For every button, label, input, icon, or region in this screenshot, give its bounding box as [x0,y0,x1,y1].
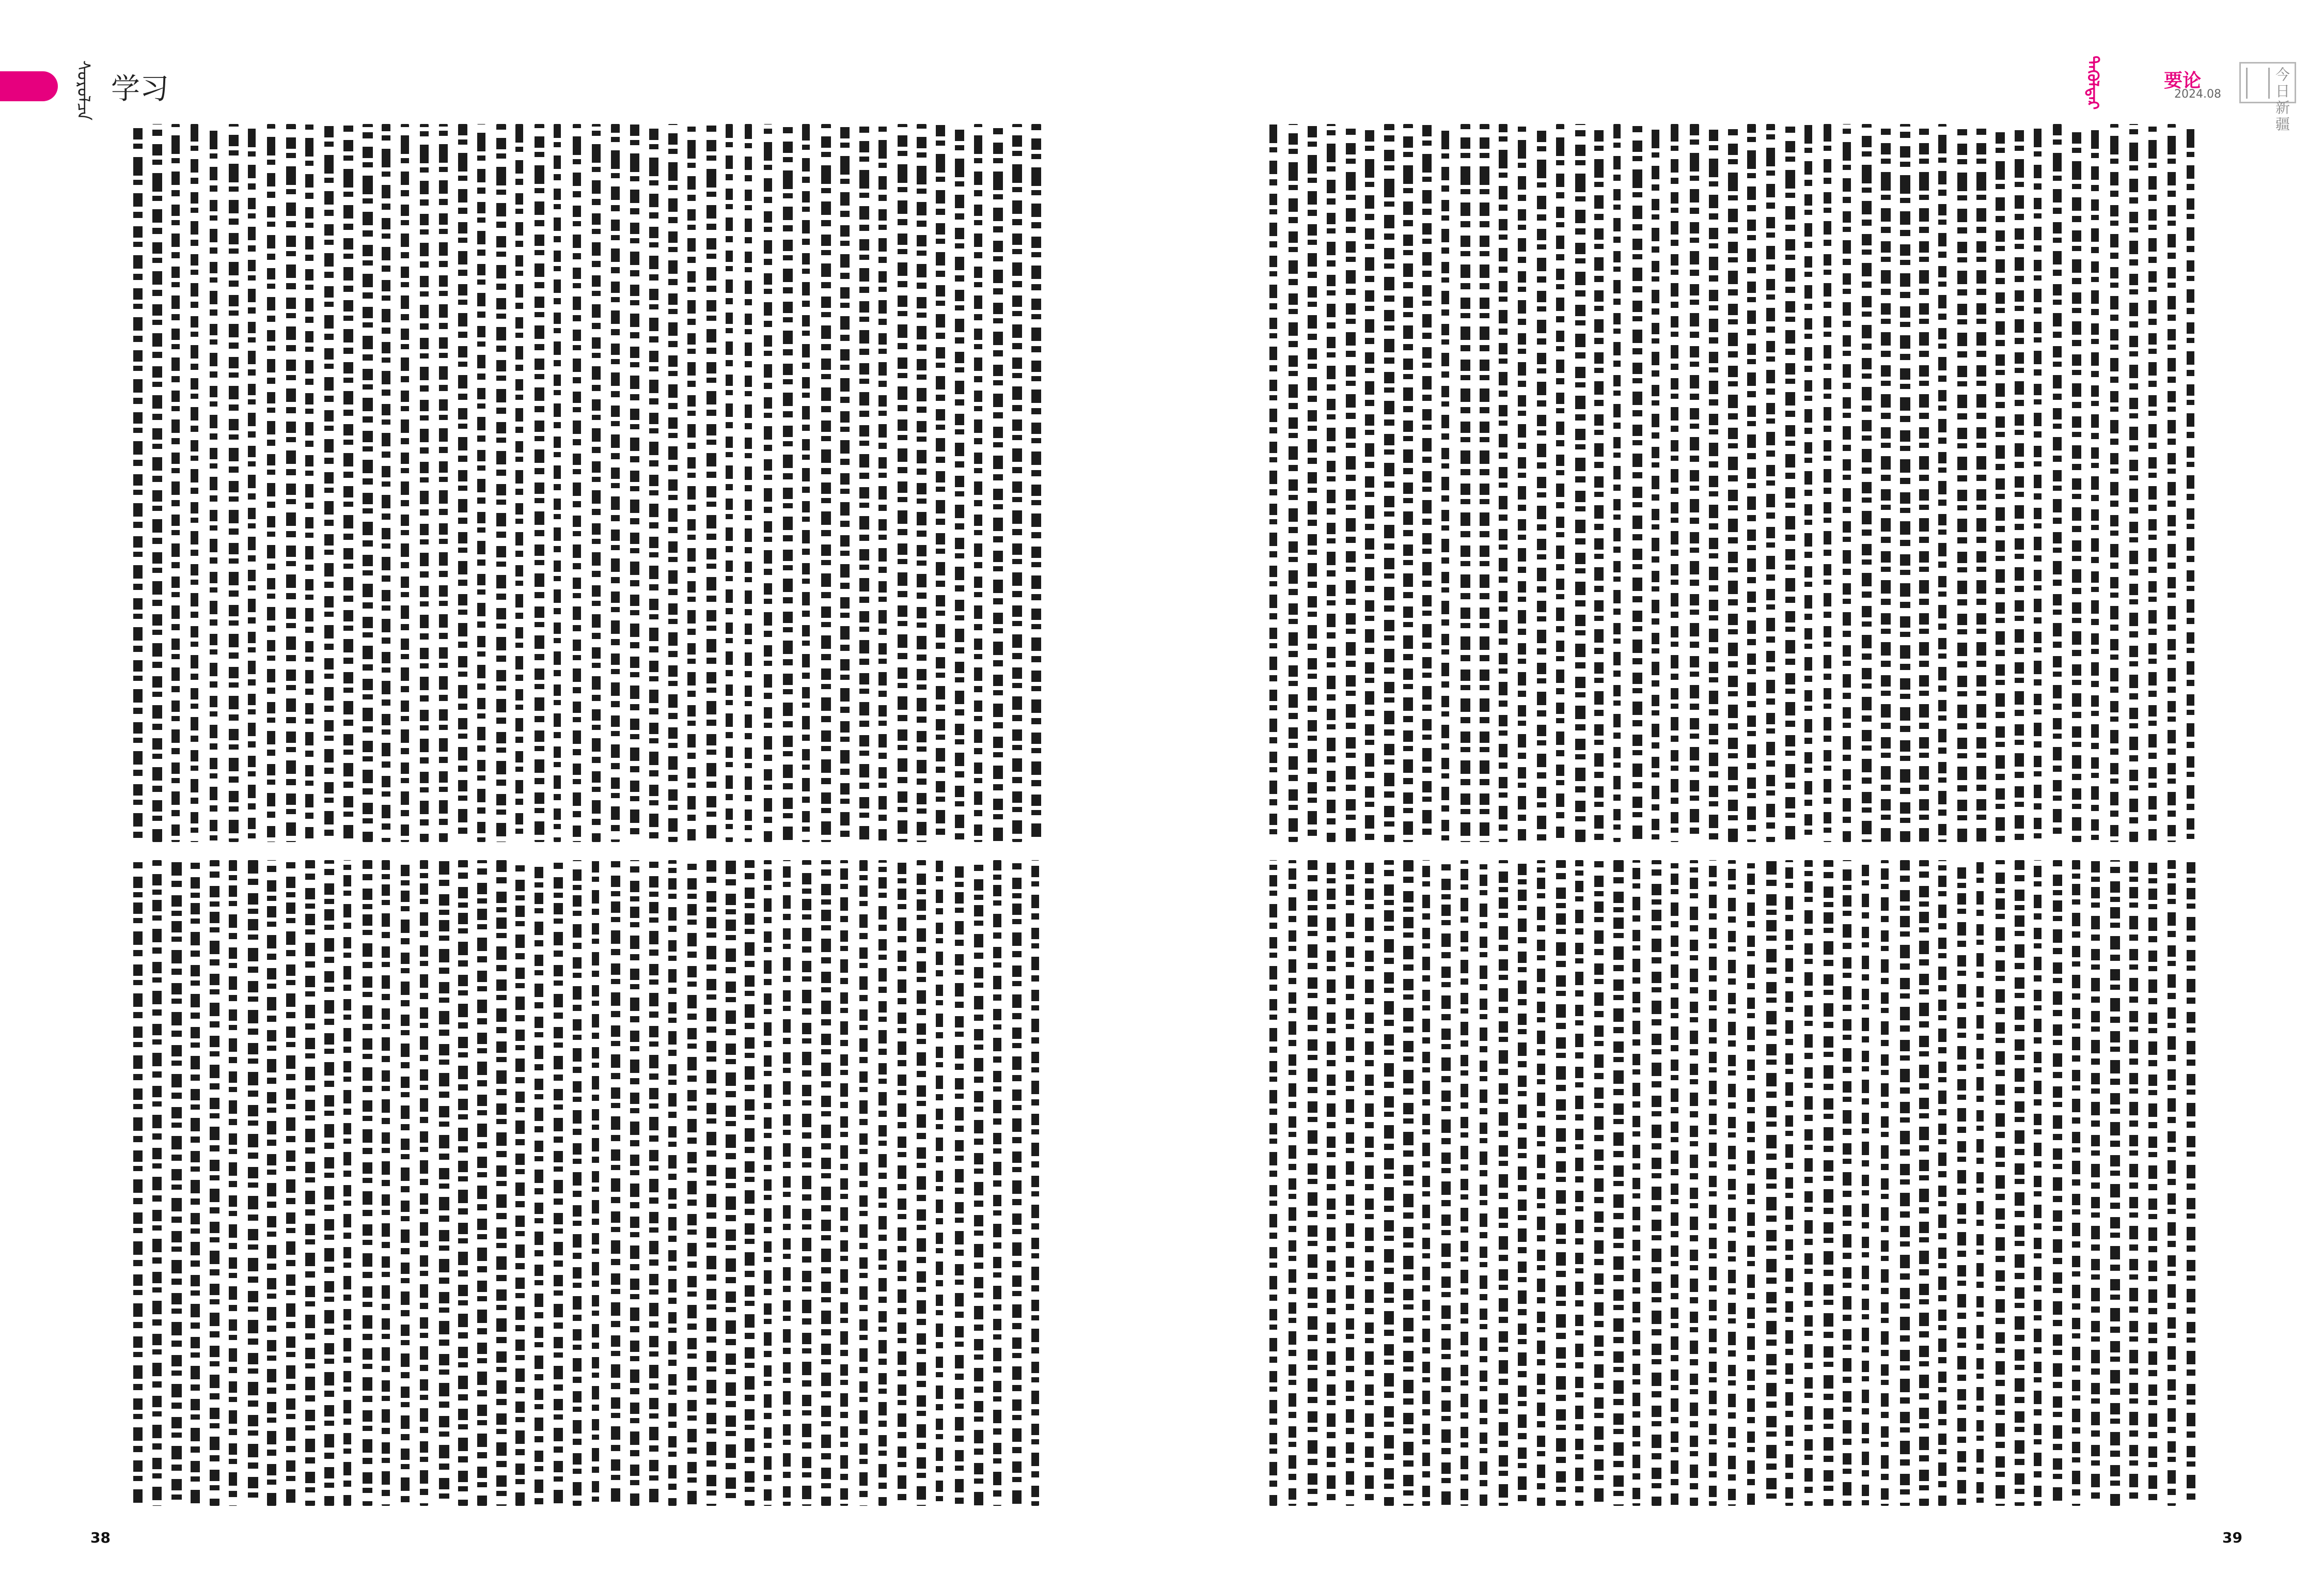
text-line [286,860,295,1506]
text-line [2129,860,2138,1506]
page-number-right: 39 [2222,1529,2242,1546]
text-line [1957,124,1967,842]
text-line [2168,124,2176,842]
text-line [955,124,964,842]
text-line [191,860,200,1506]
text-line [363,860,372,1506]
text-line [382,124,390,842]
text-line [592,124,601,842]
text-line [1938,124,1946,842]
text-line [1594,860,1604,1506]
text-line [687,860,697,1506]
text-line [1824,860,1833,1506]
text-line [821,860,831,1506]
text-line [1900,124,1910,842]
text-line [1575,860,1583,1506]
text-line [1556,860,1566,1506]
text-line [420,860,428,1506]
text-line [1575,124,1585,842]
text-line [1556,124,1564,842]
text-line [936,124,945,842]
text-line [1862,124,1872,842]
text-line [1461,124,1470,842]
text-line [286,124,296,842]
text-line [649,124,658,842]
text-line [420,124,429,842]
text-line [152,124,162,842]
text-line [1384,124,1394,842]
text-line [229,860,237,1506]
text-line [1728,124,1738,842]
text-line [477,860,487,1506]
text-line [993,124,1003,842]
text-line [1996,124,2005,842]
text-line [1843,860,1851,1506]
text-line [2168,860,2176,1506]
text-line [1709,124,1718,842]
text-line [2034,860,2042,1506]
text-line [2129,124,2138,842]
text-line [1632,860,1640,1506]
text-line [1346,124,1356,842]
text-line [2110,124,2118,842]
text-line [2015,124,2024,842]
text-line [343,124,353,842]
text-line [840,860,848,1506]
text-line [1804,124,1812,842]
text-line [152,860,162,1506]
text-line [2072,860,2080,1506]
text-line [1365,860,1374,1506]
text-line [1594,124,1604,842]
text-line [535,124,544,842]
text-line [1499,124,1508,842]
text-line [878,124,887,842]
text-line [1862,860,1869,1506]
text-line [554,860,563,1506]
text-line [2034,124,2042,842]
text-line [1269,124,1277,842]
text-line [1919,860,1929,1506]
text-line [764,124,772,842]
text-line [2015,860,2024,1506]
left-page-upper-text [129,124,1059,842]
text-line [1957,860,1966,1506]
text-line [668,124,678,842]
text-line [1422,124,1432,842]
text-line [171,860,182,1506]
text-line [1747,860,1755,1506]
section-title: 学习 [111,72,169,106]
text-line [496,124,506,842]
text-line [1613,124,1621,842]
text-line [783,124,793,842]
text-line [917,124,927,842]
text-line [1537,124,1546,842]
text-line [630,860,639,1506]
text-line [1919,124,1929,842]
text-line [324,124,334,842]
text-line [1632,124,1642,842]
text-line [859,860,868,1506]
text-line [267,124,275,842]
text-line [324,860,334,1506]
text-line [382,860,390,1506]
text-line [229,124,239,842]
text-line [2148,860,2157,1506]
text-line [1996,860,2005,1506]
text-line [1327,124,1336,842]
text-line [1613,860,1624,1506]
text-line [363,124,373,842]
text-line [133,124,143,842]
text-line [726,860,736,1506]
text-line [802,860,811,1506]
text-line [1441,124,1449,842]
text-line [248,860,258,1506]
text-line [210,124,217,842]
text-line [305,124,313,842]
text-line [802,124,810,842]
text-line [1824,124,1831,842]
text-line [1900,860,1910,1506]
text-line [2091,124,2099,842]
magazine-header [2083,55,2303,133]
text-line [1690,860,1698,1506]
text-line [573,124,581,842]
text-line [706,860,716,1506]
text-line [2053,124,2062,842]
text-line [401,124,409,842]
magazine-logo: 今日新疆 [2239,62,2296,103]
left-page-lower-text [129,860,1059,1506]
text-line [477,124,485,842]
text-line [687,124,696,842]
issue-date: 2024.08 [2174,88,2221,101]
text-line [515,124,523,842]
section-title-mongol: ᠰᠤᠷᠤᠯᠴᠠ [73,60,93,121]
text-line [1327,860,1336,1506]
text-line [1365,124,1374,842]
text-line [133,860,143,1506]
column-label: 要论 [2164,70,2202,91]
text-line [1976,124,1986,842]
text-line [1012,860,1022,1506]
text-line [248,124,256,842]
text-line [1709,860,1717,1506]
text-line [1766,124,1775,842]
text-line [2091,860,2100,1506]
text-line [1346,860,1354,1506]
text-line [1652,860,1661,1506]
text-line [439,860,449,1506]
text-line [668,860,677,1506]
text-line [1881,124,1891,842]
text-line [171,124,180,842]
text-line [783,860,791,1506]
text-line [1728,860,1736,1506]
text-line [611,124,620,842]
text-line [1308,860,1317,1506]
text-line [2072,124,2081,842]
text-line [191,124,198,842]
text-line [1461,860,1468,1506]
text-line [745,124,752,842]
header-mongol-mark: ᠲᠡᠭᠦᠯᠳᠡᠷ [2083,55,2102,110]
section-tab-marker [0,71,58,101]
text-line [917,860,926,1506]
text-line [1031,124,1041,842]
text-line [821,124,831,842]
text-line [535,860,543,1506]
text-line [726,124,733,842]
text-line [1031,860,1039,1506]
text-line [1518,124,1526,842]
text-line [210,860,219,1506]
text-line [1537,860,1545,1506]
text-line [305,860,315,1506]
text-line [1480,124,1489,842]
text-line [878,860,887,1506]
text-line [611,860,620,1506]
text-line [859,124,869,842]
text-line [1480,860,1487,1506]
text-line [1403,860,1414,1506]
text-line [1976,860,1984,1506]
text-line [745,860,755,1506]
text-line [496,860,507,1506]
text-line [554,124,561,842]
text-line [1785,124,1795,842]
text-line [267,860,276,1506]
text-line [898,124,907,842]
text-line [1384,860,1394,1506]
text-line [2148,124,2157,842]
text-line [1747,124,1756,842]
text-line [974,860,983,1506]
text-line [1289,124,1298,842]
text-line [1422,860,1430,1506]
text-line [1403,124,1413,842]
text-line [2187,860,2195,1506]
text-line [1671,860,1678,1506]
text-line [1804,860,1813,1506]
text-line [1518,860,1527,1506]
text-line [1843,124,1851,842]
text-line [840,124,850,842]
text-line [1499,860,1508,1506]
right-page-lower-text [1265,860,2210,1506]
text-line [1441,860,1451,1506]
text-line [1785,860,1793,1506]
text-line [2053,860,2062,1506]
text-line [649,860,658,1506]
text-line [2187,124,2194,842]
text-line [592,860,599,1506]
text-line [401,860,410,1506]
text-line [1881,860,1889,1506]
text-line [974,124,982,842]
text-line [1690,124,1699,842]
text-line [706,124,716,842]
text-line [764,860,772,1506]
text-line [2110,860,2120,1506]
right-page-upper-text [1265,124,2210,842]
text-line [439,124,448,842]
text-line [573,860,582,1506]
text-line [1766,860,1777,1506]
text-line [1308,124,1317,842]
text-line [1671,124,1678,842]
text-line [630,124,639,842]
text-line [1269,860,1277,1506]
text-line [898,860,906,1506]
text-line [458,860,468,1506]
text-line [343,860,351,1506]
text-line [458,124,467,842]
text-line [1289,860,1296,1506]
text-line [1012,124,1022,842]
text-line [1652,124,1659,842]
page-number-left: 38 [90,1529,111,1546]
text-line [1938,860,1946,1506]
text-line [936,860,943,1506]
text-line [515,860,525,1506]
text-line [955,860,964,1506]
text-line [993,860,1001,1506]
